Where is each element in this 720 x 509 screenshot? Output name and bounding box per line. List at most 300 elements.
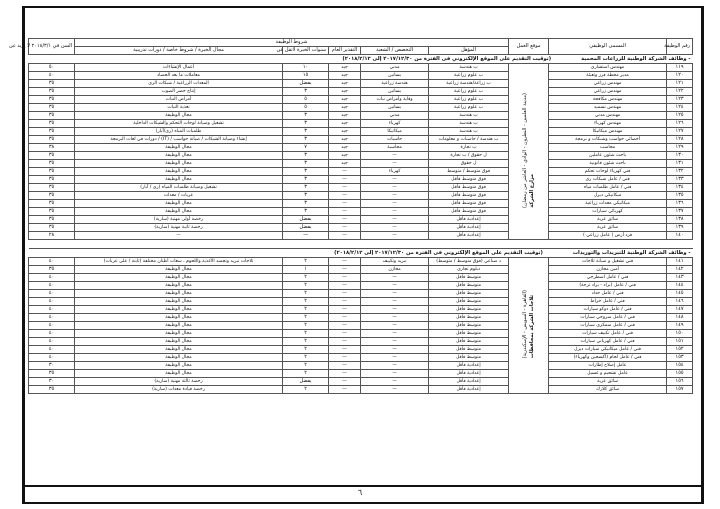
table-body (29, 55, 693, 394)
qualification-cell: ل حقوق (429, 160, 509, 168)
experience-cell: مجال الوظيفة (75, 144, 283, 152)
job-title-cell: فني تشغيل و صيانة ثلاجات (549, 258, 667, 266)
grade-cell: جيد (329, 120, 361, 128)
table-row (29, 224, 693, 232)
qualification-cell: ب علوم زراعية (429, 104, 509, 112)
specialty-cell: — (361, 314, 429, 322)
specialty-cell: بساتين (361, 72, 429, 80)
job-title-cell: فني / عامل كهرباني سيارات (549, 338, 667, 346)
job-no-cell: ١٥٤ (667, 362, 693, 370)
age-cell: ٤٠ (29, 72, 75, 80)
application-window: (توقيت التقديم على الموقع الإلكتروني فى الفترة من ٢٠١٧/١٢/٣٠ إلى ٢٠١٨/٢/١٢) (342, 56, 552, 62)
table-row (29, 120, 693, 128)
job-title-cell: فني / عامل سروجي سيارات (549, 314, 667, 322)
job-title-cell: فني / عامل سمكري سيارات (549, 322, 667, 330)
job-title-cell: مهندس مدني (549, 112, 667, 120)
location-main: مزارع الشركة (528, 173, 535, 208)
qualification-cell: ب علوم زراعية (429, 72, 509, 80)
job-title-cell: فني كهرباء لوحات تحكم (549, 168, 667, 176)
grade-cell: — (329, 208, 361, 216)
experience-cell: مجال الوظيفة (75, 354, 283, 362)
table-row (29, 216, 693, 224)
years-cell: ٣ (283, 192, 329, 200)
grade-cell: — (329, 266, 361, 274)
qualification-cell: متوسط فأقل (429, 314, 509, 322)
years-cell: ٢ (283, 282, 329, 290)
col-experience: مجال الخبرة / شروط خاصة / دورات تدريبية (75, 47, 283, 55)
specialty-cell: — (361, 282, 429, 290)
qualification-cell: ب علوم زراعية (429, 88, 509, 96)
age-cell: ٣٥ (29, 266, 75, 274)
experience-cell: مجال الوظيفة (75, 298, 283, 306)
experience-cell: مجال الوظيفة (75, 314, 283, 322)
age-cell: ٣٥ (29, 88, 75, 96)
years-cell: ٢ (283, 338, 329, 346)
grade-cell: — (329, 224, 361, 232)
job-title-cell: سائق عربة (549, 216, 667, 224)
grade-cell: — (329, 176, 361, 184)
specialty-cell: — (361, 322, 429, 330)
qualification-cell: ب تجارة (429, 144, 509, 152)
experience-cell: تغذية النبات (75, 104, 283, 112)
grade-cell: — (329, 282, 361, 290)
age-cell: ٣٠ (29, 378, 75, 386)
job-title-cell: باحث شئون قانونية (549, 160, 667, 168)
years-cell: ٣ (283, 160, 329, 168)
age-cell: ٣٥ (29, 216, 75, 224)
qualification-cell: فوق متوسط فأقل (429, 192, 509, 200)
table-row (29, 72, 693, 80)
specialty-cell: — (361, 298, 429, 306)
specialty-cell: — (361, 338, 429, 346)
specialty-cell: — (361, 200, 429, 208)
job-title-cell: فرد أرض ( عامل زراعي ) (549, 232, 667, 240)
section-title: - وظائف الشركة الوطنية للزراعات المحمية (581, 56, 691, 62)
job-title-cell: سائق كلارك (549, 386, 667, 394)
age-cell: ٣٥ (29, 128, 75, 136)
col-age: السن في ٢٠١٨/٣/١ لا يزيد عن (29, 39, 75, 55)
table-row (29, 152, 693, 160)
experience-cell: مجال الوظيفة (75, 322, 283, 330)
job-title-cell: فني / عامل ميكانيكي سيارات ديزل (549, 346, 667, 354)
years-cell: ٢ (283, 362, 329, 370)
specialty-cell: تبريد وتكييف (361, 258, 429, 266)
age-cell: ٤٠ (29, 314, 75, 322)
experience-cell: مجال الوظيفة (75, 346, 283, 354)
years-cell: ٣ (283, 112, 329, 120)
age-cell: ٣٥ (29, 96, 75, 104)
experience-cell: مجال الوظيفة (75, 330, 283, 338)
specialty-cell: مدني (361, 112, 429, 120)
years-cell: ٢ (283, 274, 329, 282)
grade-cell: جيد (329, 112, 361, 120)
job-no-cell: ١٢٠ (667, 72, 693, 80)
age-cell: ٢٨ (29, 232, 75, 240)
col-job-no: رقم الوظيفة (667, 39, 693, 55)
section-header-cell (29, 249, 693, 258)
job-no-cell: ١٥٧ (667, 386, 693, 394)
job-title-cell: ميكانيكي ديزل (549, 192, 667, 200)
years-cell: ٢ (283, 314, 329, 322)
section-title: - وظائف الشركة الوطنية للتبريدات والتوريدات (572, 250, 691, 256)
years-cell: ٣ (283, 152, 329, 160)
years-cell: ٣ (283, 88, 329, 96)
years-cell: ٣ (283, 168, 329, 176)
specialty-cell: بساتين (361, 88, 429, 96)
qualification-cell: متوسط فأقل (429, 338, 509, 346)
grade-cell: جيد (329, 72, 361, 80)
experience-cell: أمراض النبات (75, 96, 283, 104)
age-cell: ٣٥ (29, 168, 75, 176)
job-no-cell: ١١٩ (667, 64, 693, 72)
years-cell: ٥ (283, 104, 329, 112)
job-title-cell: عامل تشحيم و غسيل (549, 370, 667, 378)
job-title-cell: ميكانيكي معدات زراعية (549, 200, 667, 208)
age-cell: ٤٠ (29, 298, 75, 306)
table-row (29, 298, 693, 306)
age-cell: ٣٥ (29, 136, 75, 144)
experience-cell: رخصة قيادة معدات (سارية) (75, 386, 283, 394)
qualification-cell: إعدادية فأقل (429, 378, 509, 386)
qualification-cell: فوق متوسط فأقل (429, 176, 509, 184)
table-row (29, 322, 693, 330)
age-cell: ٤٠ (29, 354, 75, 362)
years-cell: ١٠ (283, 64, 329, 72)
grade-cell: جيد (329, 144, 361, 152)
qualification-cell: ل حقوق / ب تجارة (429, 152, 509, 160)
years-cell: ٢ (283, 298, 329, 306)
age-cell: ٣٥ (29, 112, 75, 120)
specialty-cell: — (361, 330, 429, 338)
job-no-cell: ١٤٧ (667, 306, 693, 314)
job-no-cell: ١٢٥ (667, 112, 693, 120)
experience-cell: إنشاء وصيانة الشبكات / صيانة حواسب / (IT) / دورات في لغات البرمجة (75, 136, 283, 144)
header-row-1 (29, 39, 693, 47)
experience-cell: مجال الوظيفة (75, 290, 283, 298)
years-cell: ١٥ (283, 72, 329, 80)
specialty-cell: — (361, 192, 429, 200)
job-no-cell: ١٥٢ (667, 346, 693, 354)
grade-cell: — (329, 184, 361, 192)
job-title-cell: باحث شئون عاملين (549, 152, 667, 160)
job-no-cell: ١٤٦ (667, 298, 693, 306)
age-cell: ٤٠ (29, 274, 75, 282)
job-no-cell: ١٣٨ (667, 216, 693, 224)
grade-cell: جيد (329, 80, 361, 88)
specialty-cell: — (361, 370, 429, 378)
qualification-cell: ب هندسة (429, 64, 509, 72)
years-cell: ٢ (283, 322, 329, 330)
years-cell: ٢ (283, 330, 329, 338)
qualification-cell: متوسط فأقل (429, 322, 509, 330)
table-row (29, 184, 693, 192)
table-row (29, 362, 693, 370)
age-cell: ٤٠ (29, 338, 75, 346)
years-cell: ٢ (283, 386, 329, 394)
qualification-cell: متوسط فأقل (429, 330, 509, 338)
qualification-cell: متوسط فأقل (429, 274, 509, 282)
age-cell: ٤٠ (29, 258, 75, 266)
grade-cell: — (329, 290, 361, 298)
years-cell: ٢ (283, 370, 329, 378)
job-title-cell: كهربائي سيارات (549, 208, 667, 216)
age-cell: ٣٨ (29, 144, 75, 152)
table-row (29, 144, 693, 152)
job-title-cell: فني / عامل طلمبات مياه (549, 184, 667, 192)
specialty-cell: — (361, 362, 429, 370)
job-title-cell: مهندس زراعي (549, 80, 667, 88)
grade-cell: — (329, 338, 361, 346)
qualification-cell: فوق متوسط فأقل (429, 208, 509, 216)
specialty-cell: مدني (361, 64, 429, 72)
spacer-cell (29, 240, 693, 249)
col-job-title: المسمى الوظيفي (549, 39, 667, 55)
grade-cell: جيد (329, 160, 361, 168)
qualification-cell: متوسط فأقل (429, 298, 509, 306)
job-no-cell: ١٣٧ (667, 208, 693, 216)
qualification-cell: ب هندسة (429, 120, 509, 128)
grade-cell: — (329, 330, 361, 338)
job-no-cell: ١٢١ (667, 80, 693, 88)
qualification-cell: دبلوم تجاري (429, 266, 509, 274)
experience-cell: طلمبات المياه (ري/آبار) (75, 128, 283, 136)
years-cell: ٢ (283, 346, 329, 354)
experience-cell: رخصة ثانية مهنية (سارية) (75, 224, 283, 232)
specialty-cell: — (361, 386, 429, 394)
section-header (29, 55, 693, 64)
job-no-cell: ١٥١ (667, 338, 693, 346)
application-window: (توقيت التقديم على الموقع الإلكتروني فى الفترة من ٢٠١٧/١٢/٣٠ إلى ٢٠١٨/٢/١٢) (334, 250, 543, 256)
age-cell: ٣٥ (29, 192, 75, 200)
job-no-cell: ١٤٢ (667, 266, 693, 274)
years-cell: ٢ (283, 306, 329, 314)
experience-cell: إنتاج خضر الصوب (75, 88, 283, 96)
grade-cell: جيد (329, 88, 361, 96)
location-main: ثلاجات الشركة بمحافظات (528, 295, 535, 359)
experience-cell: مجال الوظيفة (75, 152, 283, 160)
experience-cell: مجال الوظيفة (75, 370, 283, 378)
experience-cell: رخصة ثالثة مهنية (سارية) (75, 378, 283, 386)
years-cell: يفضل (283, 80, 329, 88)
experience-cell: المعدات الزراعية / شبكات الري (75, 80, 283, 88)
qualification-cell: إعدادية فأقل (429, 362, 509, 370)
specialty-cell: ميكانيكا (361, 128, 429, 136)
grade-cell: جيد (329, 64, 361, 72)
specialty-cell: — (361, 184, 429, 192)
years-cell: ٣ (283, 128, 329, 136)
experience-cell: مجال الوظيفة (75, 176, 283, 184)
table-row (29, 266, 693, 274)
col-qualification: المؤهل (429, 47, 509, 55)
job-no-cell: ١٥٣ (667, 354, 693, 362)
job-title-cell: فني / عامل خراط (549, 298, 667, 306)
years-cell: ٣ (283, 184, 329, 192)
qualification-cell: متوسط فأقل (429, 290, 509, 298)
job-no-cell: ١٣٣ (667, 176, 693, 184)
specialty-cell: حاسبات (361, 136, 429, 144)
qualification-cell: متوسط فأقل (429, 306, 509, 314)
experience-cell: رخصة أولى مهنية (سارية) (75, 216, 283, 224)
col-location: موقع العمل (509, 39, 549, 55)
job-title-cell: مهندس ميكانيكا (549, 128, 667, 136)
table-row (29, 104, 693, 112)
age-cell: ٣٥ (29, 184, 75, 192)
job-no-cell: ١٣٦ (667, 200, 693, 208)
age-cell: ٤٠ (29, 290, 75, 298)
specialty-cell: بساتين (361, 104, 429, 112)
grade-cell: — (329, 168, 361, 176)
job-title-cell: أمين مخازن (549, 266, 667, 274)
age-cell: ٣٥ (29, 200, 75, 208)
age-cell: ٥٠ (29, 64, 75, 72)
qualification-cell: ب هندسة (429, 112, 509, 120)
specialty-cell: — (361, 306, 429, 314)
qualification-cell: متوسط فأقل (429, 346, 509, 354)
grade-cell: — (329, 192, 361, 200)
qualification-cell: ب علوم زراعية (429, 96, 509, 104)
grade-cell: — (329, 378, 361, 386)
col-years: سنوات الخبرة لاتقل عن (283, 47, 329, 55)
job-title-cell: فني / عامل حداد (549, 290, 667, 298)
qualification-cell: متوسط فأقل (429, 354, 509, 362)
age-cell: ٣٥ (29, 386, 75, 394)
job-title-cell: فني / عامل دوكو سيارات (549, 306, 667, 314)
years-cell: ٣ (283, 136, 329, 144)
job-no-cell: ١٢٦ (667, 120, 693, 128)
experience-cell: مجال الوظيفة (75, 274, 283, 282)
specialty-cell: — (361, 378, 429, 386)
section-header-cell (29, 55, 693, 64)
grade-cell: — (329, 200, 361, 208)
qualification-cell: متوسط فأقل (429, 282, 509, 290)
specialty-cell: — (361, 274, 429, 282)
col-conditions: شروط الوظيفة (75, 39, 509, 47)
job-no-cell: ١٥٠ (667, 330, 693, 338)
jobs-table (9, 38, 693, 394)
qualification-cell: إعدادية فأقل (429, 232, 509, 240)
age-cell: ٣٥ (29, 224, 75, 232)
table-row (29, 386, 693, 394)
qualification-cell: فوق متوسط فأقل (429, 200, 509, 208)
grade-cell: جيد (329, 128, 361, 136)
job-title-cell: مهندس استشاري (549, 64, 667, 72)
job-no-cell: ١٢٤ (667, 104, 693, 112)
job-title-cell: أخصائي حواسب وشبكات و برمجة (549, 136, 667, 144)
section-spacer (29, 240, 693, 249)
specialty-cell: — (361, 224, 429, 232)
table-row (29, 80, 693, 88)
grade-cell: — (329, 314, 361, 322)
experience-cell: تشغيل وصيانة لوحات التحكم والشبكات الداخلية (75, 120, 283, 128)
table-row (29, 160, 693, 168)
job-title-cell: عامل إصلاح إطارات (549, 362, 667, 370)
experience-cell: مجال الوظيفة (75, 168, 283, 176)
grade-cell: جيد (329, 104, 361, 112)
table-row (29, 370, 693, 378)
table-row (29, 200, 693, 208)
age-cell: ٣٥ (29, 370, 75, 378)
table-row (29, 136, 693, 144)
table-row (29, 168, 693, 176)
grade-cell: جيد (329, 136, 361, 144)
job-title-cell: محاسب (549, 144, 667, 152)
grade-cell: — (329, 306, 361, 314)
section-header (29, 249, 693, 258)
bottom-rule (22, 485, 704, 487)
job-no-cell: ١٢٩ (667, 144, 693, 152)
specialty-cell: مخازن (361, 266, 429, 274)
job-no-cell: ١٤١ (667, 258, 693, 266)
experience-cell: تشغيل وصيانة طلمبات المياه (ري / آبار) (75, 184, 283, 192)
job-title-cell: مهندس زراعي (549, 88, 667, 96)
location-cell (509, 258, 549, 394)
grade-cell: — (329, 258, 361, 266)
qualification-cell: ب هندسة (429, 128, 509, 136)
job-title-cell: مهندس مكافحة (549, 96, 667, 104)
experience-cell: معاملات ما بعد الحصاد (75, 72, 283, 80)
qualification-cell: إعدادية فأقل (429, 386, 509, 394)
page-number: ٦ (357, 488, 363, 497)
specialty-cell: — (361, 160, 429, 168)
experience-cell: ثلاجات تبريد وتجميد الأغذية واللحوم ، سعات أطنان مختلفة (ثابتة / على عربات) (75, 258, 283, 266)
grade-cell: — (329, 232, 361, 240)
table-row (29, 338, 693, 346)
job-no-cell: ١٣٩ (667, 224, 693, 232)
job-no-cell: ١٤٥ (667, 290, 693, 298)
table-row (29, 112, 693, 120)
job-no-cell: ١٣٠ (667, 152, 693, 160)
table-row (29, 208, 693, 216)
experience-cell: مجال الوظيفة (75, 282, 283, 290)
job-no-cell: ١٢٨ (667, 136, 693, 144)
job-title-cell: مهندس كهرباء (549, 120, 667, 128)
qualification-cell: د صناعي (فوق متوسط / متوسط) (429, 258, 509, 266)
table-row (29, 192, 693, 200)
experience-cell: مجال الوظيفة (75, 362, 283, 370)
age-cell: ٣٥ (29, 120, 75, 128)
years-cell: ٢ (283, 290, 329, 298)
job-no-cell: ١٣٥ (667, 192, 693, 200)
specialty-cell: — (361, 354, 429, 362)
specialty-cell: — (361, 346, 429, 354)
years-cell: ٧ (283, 144, 329, 152)
age-cell: ٣٥ (29, 104, 75, 112)
specialty-cell: كهرباء (361, 168, 429, 176)
grade-cell: — (329, 216, 361, 224)
job-no-cell: ١٣٢ (667, 168, 693, 176)
age-cell: ٤٠ (29, 330, 75, 338)
age-cell: ٤٠ (29, 346, 75, 354)
grade-cell: — (329, 346, 361, 354)
years-cell: ٣ (283, 176, 329, 184)
table-row (29, 64, 693, 72)
age-cell: ٤٠ (29, 282, 75, 290)
grade-cell: — (329, 298, 361, 306)
job-title-cell: فني / عامل لحام (أكسجين وكهرباء) (549, 354, 667, 362)
job-title-cell: مهندس تسميد (549, 104, 667, 112)
qualification-cell: ب زراعة/هندسة زراعية (429, 80, 509, 88)
job-no-cell: ١٤٩ (667, 322, 693, 330)
table-row (29, 314, 693, 322)
job-title-cell: فني / عامل تكييف سيارات (549, 330, 667, 338)
years-cell: يفضل (283, 224, 329, 232)
experience-cell: مجال الوظيفة (75, 208, 283, 216)
specialty-cell: — (361, 216, 429, 224)
table-row (29, 282, 693, 290)
experience-cell: مجال الوظيفة (75, 306, 283, 314)
table-row (29, 232, 693, 240)
job-no-cell: ١٣١ (667, 160, 693, 168)
